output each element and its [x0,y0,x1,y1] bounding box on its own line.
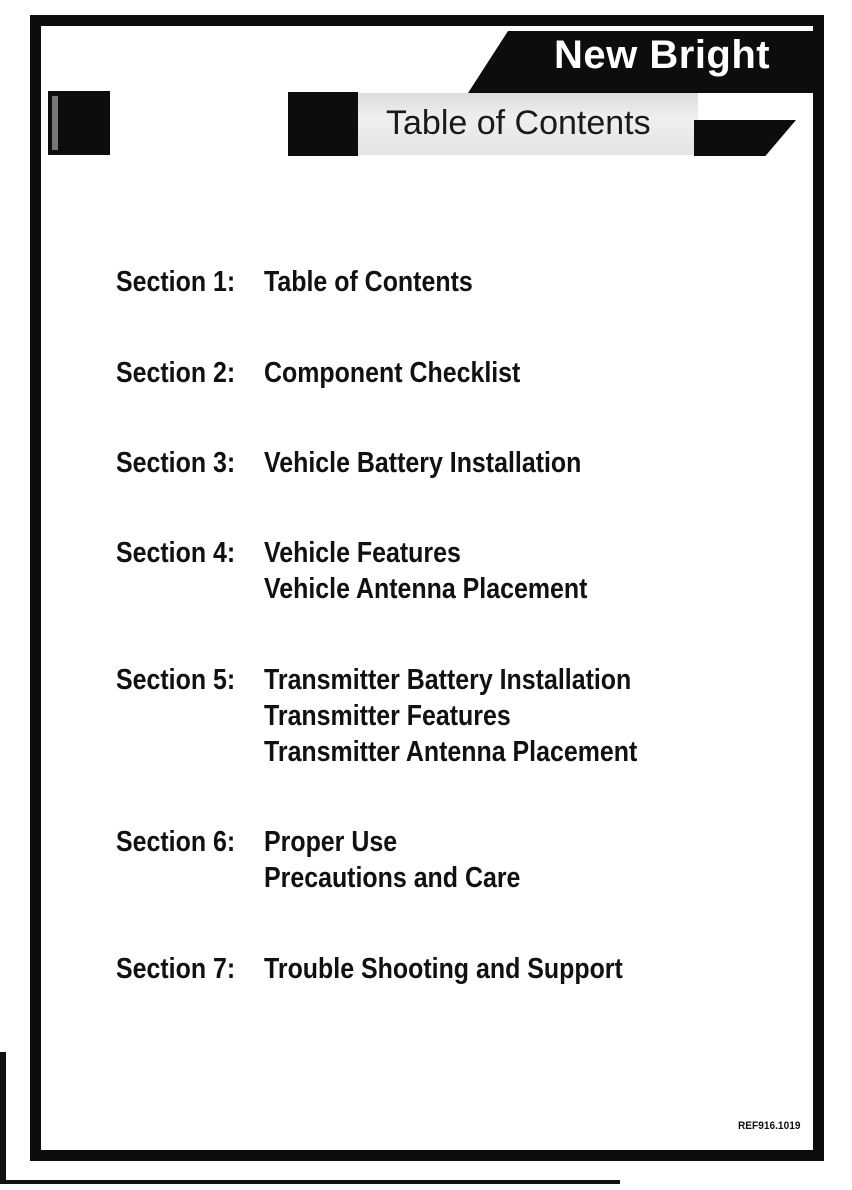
section-label: Section 6: [116,826,236,858]
scan-edge-bottom [0,1180,620,1184]
section-topic: Transmitter Features [264,700,511,732]
section-topic: Transmitter Antenna Placement [264,736,638,768]
section-topic: Transmitter Battery Installation [264,664,632,696]
section-label: Section 4: [116,537,236,569]
section-topics [264,824,562,896]
title-block-left [288,92,358,156]
brand-name: New Bright [554,33,771,77]
section-topics [264,662,698,770]
section-label: Section 2: [116,357,236,389]
section-label: Section 1: [116,266,236,298]
left-decorative-sliver [52,96,58,150]
section-topic: Precautions and Care [264,862,521,894]
section-topics [264,951,681,987]
section-topic: Proper Use [264,826,398,858]
scan-edge-left [0,1052,6,1184]
section-topic: Component Checklist [264,357,521,389]
reference-code: REF916.1019 [738,1120,801,1132]
page-title: Table of Contents [386,104,651,142]
section-topics [264,445,633,481]
section-topics [264,264,507,300]
section-topic: Table of Contents [264,266,473,298]
section-topic: Trouble Shooting and Support [264,953,623,985]
section-label: Section 7: [116,953,236,985]
section-topic: Vehicle Battery Installation [264,447,582,479]
section-topic: Vehicle Features [264,537,461,569]
section-topic: Vehicle Antenna Placement [264,573,588,605]
section-topics [264,355,562,391]
section-label: Section 5: [116,664,236,696]
section-label: Section 3: [116,447,236,479]
section-topics [264,535,640,607]
